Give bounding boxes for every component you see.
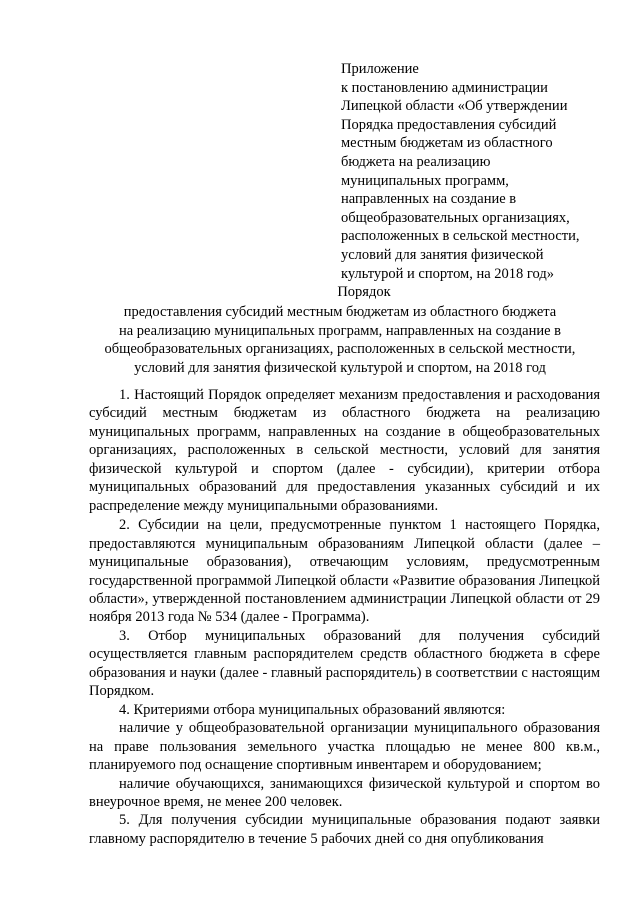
appendix-line: к постановлению администрации — [341, 79, 548, 96]
document-title-row — [0, 283, 640, 301]
appendix-header — [341, 60, 611, 283]
appendix-line: муниципальных программ, — [341, 172, 509, 189]
subtitle-line: предоставления субсидий местным бюджетам из областного бюджета — [123, 304, 557, 320]
paragraph-1: 1. Настоящий Порядок определяет механизм предоставления и расходования субсидий местным бюджетам из областного бюджета на реализацию муниципальных программ, направленных на создание в общеобразовательных организациях, расположенных в сельской местности, условий для занятия физической культурой и спортом (далее - субсидии), критерии отбора муниципальных образований для предоставления указанных субсидий и их распределение между муниципальными образованиями. — [89, 387, 600, 514]
appendix-line: Порядка предоставления субсидий — [341, 116, 557, 133]
document-body — [89, 386, 600, 848]
appendix-line: местным бюджетам из областного — [341, 135, 553, 152]
paragraph-criterion-1: наличие у общеобразовательной организации муниципального образования на праве пользования земельного участка площадью не менее 800 кв.м., планируемого под оснащение спортивным инвентарем и оборудованием; — [89, 720, 600, 774]
paragraph-4: 4. Критериями отбора муниципальных образований являются: — [119, 701, 506, 718]
subtitle-line: общеобразовательных организациях, расположенных в сельской местности, — [104, 341, 576, 358]
appendix-line: Приложение — [341, 61, 419, 77]
document-title: Порядок — [337, 284, 391, 300]
appendix-line: условий для занятия физической — [341, 246, 544, 263]
document-subtitle — [70, 303, 610, 377]
appendix-line: общеобразовательных организациях, — [341, 209, 570, 226]
appendix-line: бюджета на реализацию — [341, 153, 491, 170]
paragraph-3: 3. Отбор муниципальных образований для получения субсидий осуществляется главным распорядителем средств областного бюджета в сфере образования и науки (далее - главный распорядитель) в соответствии с настоящим Порядком. — [89, 627, 600, 700]
appendix-line: направленных на создание в — [341, 191, 517, 208]
appendix-line: Липецкой области «Об утверждении — [341, 98, 568, 115]
subtitle-line: условий для занятия физической культурой и спортом, на 2018 год — [134, 359, 546, 376]
paragraph-criterion-2: наличие обучающихся, занимающихся физической культурой и спортом во внеурочное время, не менее 200 человек. — [89, 775, 600, 810]
appendix-line: культурой и спортом, на 2018 год» — [341, 265, 554, 282]
paragraph-2: 2. Субсидии на цели, предусмотренные пунктом 1 настоящего Порядка, предоставляются муниципальным образованиям Липецкой области (далее – муниципальные образования), отвечающим условиям, предусмотренным государственной программой Липецкой области «Развитие образования Липецкой области», утвержденной постановлением администрации Липецкой области от 29 ноября 2013 года № 534 (далее - Программа). — [89, 517, 600, 626]
paragraph-5: 5. Для получения субсидии муниципальные образования подают заявки главному распорядителю в течение 5 рабочих дней со дня опубликования — [89, 812, 600, 847]
appendix-line: расположенных в сельской местности, — [341, 228, 580, 245]
subtitle-line: на реализацию муниципальных программ, направленных на создание в — [118, 322, 562, 339]
